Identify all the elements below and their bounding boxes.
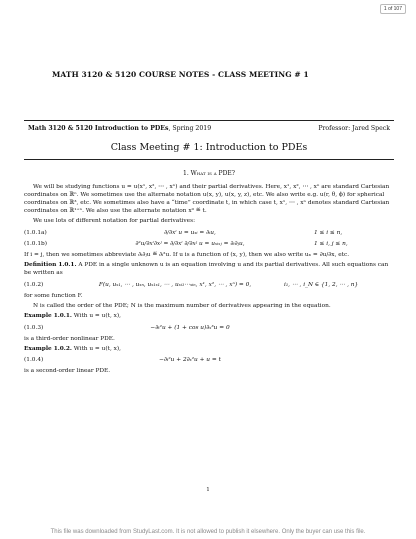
equation-number: (1.0.1b) (24, 240, 47, 247)
definition (24, 261, 394, 277)
paragraph: is a second-order linear PDE. (24, 368, 111, 375)
equation-body: ∂²u/∂xⁱ∂xʲ = ∂/∂xⁱ ∂/∂xʲ u = uₓᵢₓⱼ = ∂ᵢ∂ⱼu, (135, 240, 245, 247)
paragraph: N is called the order of the PDE; N is the maximum number of derivatives appearing in the equation. (33, 303, 331, 310)
equation-body: F(u, uₓ₁, ⋯ , uₓₙ, uₓ₁ₓ₁, ⋯ , uₓᵢ₁⋯ₓᵢₙ, x¹, x², ⋯ , xⁿ) = 0, (98, 281, 252, 288)
paragraph: for some function F. (24, 292, 83, 299)
equation-number: (1.0.1a) (24, 229, 47, 236)
example (24, 312, 394, 320)
course-term: , Spring 2019 (168, 125, 212, 132)
example-text: With u = u(t, x), (71, 346, 122, 353)
equation-number: (1.0.3) (24, 324, 44, 331)
paragraph: is a third-order nonlinear PDE. (24, 335, 115, 342)
document-body (24, 170, 394, 378)
course-box (24, 120, 394, 160)
equation-body: −∂ₜ²u + (1 + cos u)∂ₓ³u = 0 (150, 324, 230, 331)
download-notice: This file was downloaded from StudyLast.com. It is not allowed to publish it elsewhere. Only the buyer can use this file. (50, 529, 366, 535)
example-label: Example 1.0.1. (24, 313, 72, 320)
equation (24, 281, 394, 289)
paragraph: We will be studying functions u = u(x¹, x², ⋯ , xⁿ) and their partial derivatives. Here, x¹, x², ⋯ , xⁿ are standard Cartesian coordinates on ℝⁿ. We sometimes use the alternate notation u(x, y), u(x, y, z), etc. We also write e.g. u(r, θ, ϕ) for spherical coordinates on ℝ³, etc. We sometimes also have a “time” coordinate t, in which case t, x¹, ⋯ , xⁿ denotes standard Cartesian coordinates on ℝ¹⁺ⁿ. We also use the alternate notation x⁰ ≝ t. (24, 183, 390, 215)
page-header: MATH 3120 & 5120 COURSE NOTES - CLASS MEETING # 1 (52, 70, 309, 79)
example-label: Example 1.0.2. (24, 346, 72, 353)
course-name: Math 3120 & 5120 Introduction to PDEs (28, 125, 169, 132)
definition-text: A PDE in a single unknown u is an equation involving u and its partial derivatives. All such equations can be written as (24, 262, 389, 277)
equation-condition: 1 ≤ i ≤ n, (314, 229, 343, 236)
equation (24, 356, 394, 364)
equation-number: (1.0.4) (24, 357, 44, 364)
equation-body: −∂ₜ²u + 2∂ₓ²u + u = t (159, 357, 221, 364)
equation-body: ∂/∂xⁱ u = uₓᵢ = ∂ᵢu, (164, 229, 216, 236)
course-line (28, 125, 390, 132)
paragraph: If i = j, then we sometimes abbreviate ∂ᵢ∂ⱼu ≝ ∂ᵢ²u. If u is a function of (x, y), then we also write uₓ = ∂u/∂x, etc. (24, 252, 350, 259)
equation-number: (1.0.2) (24, 281, 44, 288)
equation-condition: 1 ≤ i, j ≤ n, (314, 240, 348, 247)
equation (24, 229, 394, 237)
meeting-title: Class Meeting # 1: Introduction to PDEs (110, 142, 308, 153)
paragraph: We use lots of different notation for partial derivatives: (33, 218, 196, 225)
equation-condition: i₁, ⋯ , i_N ∈ {1, 2, ⋯ , n} (284, 281, 359, 288)
definition-label: Definition 1.0.1. (24, 262, 77, 269)
example (24, 345, 394, 353)
equation (24, 240, 394, 248)
equation (24, 324, 394, 332)
example-text: With u = u(t, x), (71, 313, 122, 320)
professor: Professor: Jared Speck (318, 125, 390, 132)
page-number: 1 (206, 487, 210, 493)
section-title: 1. What is a PDE? (183, 170, 235, 177)
course-info (28, 125, 211, 132)
page-counter: 1 of 107 (380, 4, 406, 14)
